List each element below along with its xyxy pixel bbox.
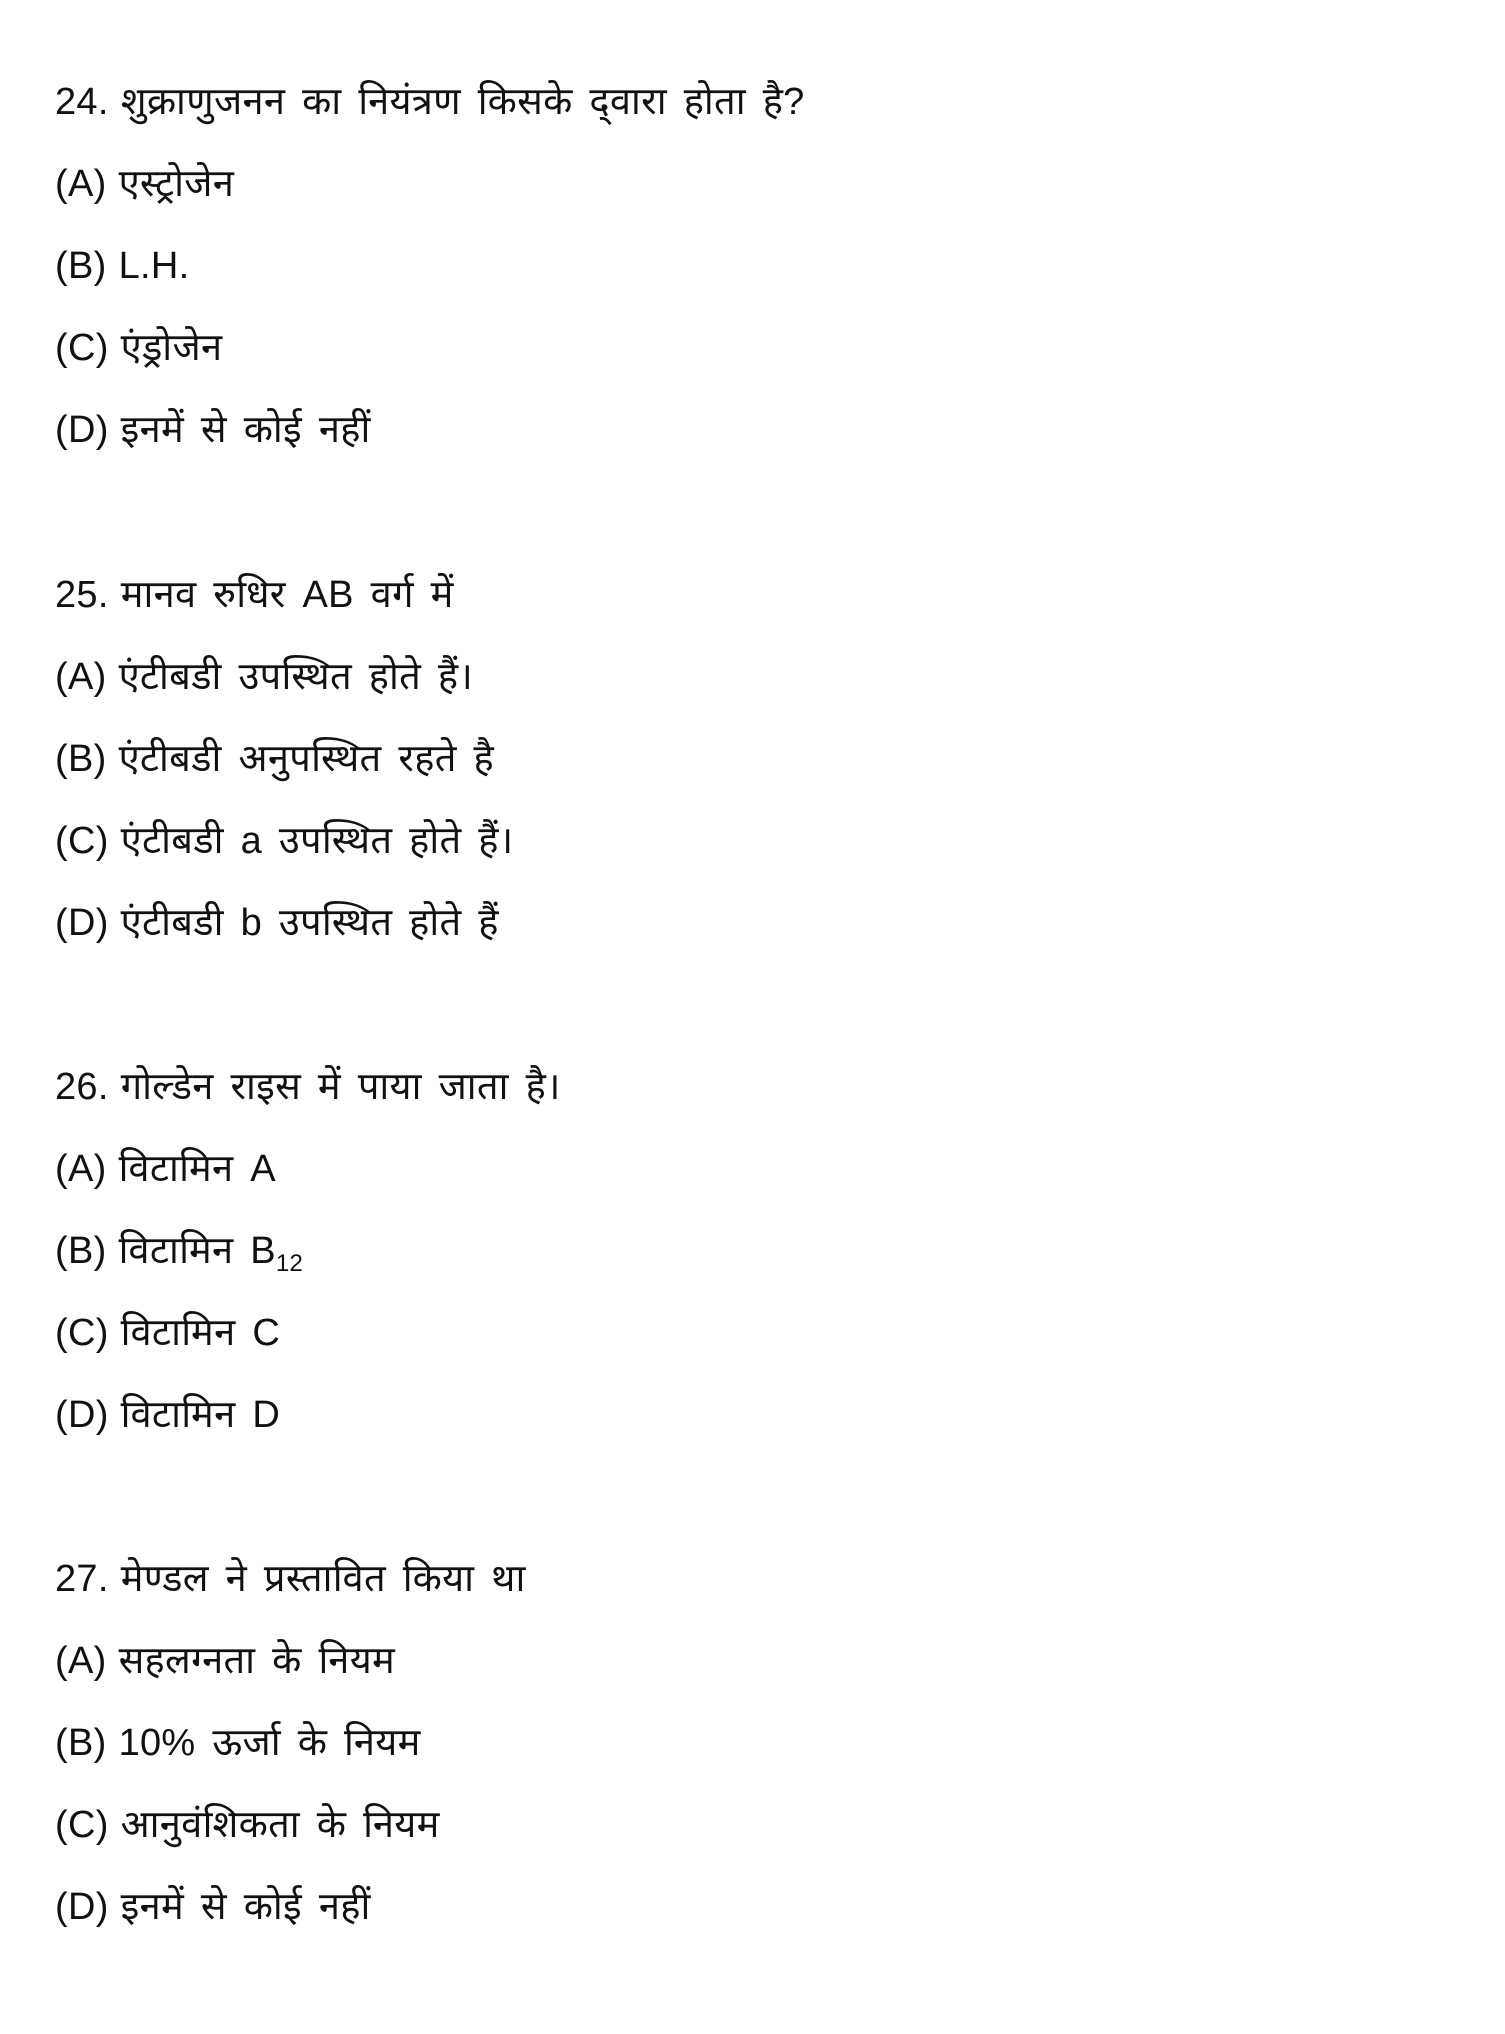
question-text: 25. मानव रुधिर AB वर्ग में [55,574,454,616]
option-c: (C) एंड्रोजेन [55,327,223,369]
option-a: (A) एस्ट्रोजेन [55,163,235,205]
option-d: (D) एंटीबडी b उपस्थित होते हैं [55,902,499,944]
option-d: (D) इनमें से कोई नहीं [55,1886,371,1928]
option-b: (B) 10% ऊर्जा के नियम [55,1722,421,1764]
option-d: (D) इनमें से कोई नहीं [55,409,371,451]
subscript: 12 [275,1250,304,1277]
question-text: 27. मेण्डल ने प्रस्तावित किया था [55,1558,526,1600]
option-c: (C) विटामिन C [55,1312,281,1354]
option-a: (A) विटामिन A [55,1148,276,1190]
question-text: 24. शुक्राणुजनन का नियंत्रण किसके द्‌वारा होता है? [55,81,805,123]
option-a: (A) एंटीबडी उपस्थित होते हैं। [55,656,474,698]
option-d: (D) विटामिन D [55,1394,281,1436]
option-b: (B) विटामिन $B_{12}$ [55,1230,304,1277]
option-b: (B) एंटीबडी अनुपस्थित रहते है [55,738,494,780]
option-c: (C) आनुवंशिकता के नियम [55,1804,440,1846]
option-a: (A) सहलग्नता के नियम [55,1640,396,1682]
option-b: (B) L.H. [55,245,190,287]
option-c: (C) एंटीबडी a उपस्थित होते हैं। [55,820,514,862]
question-text: 26. गोल्डेन राइस में पाया जाता है। [55,1066,561,1108]
